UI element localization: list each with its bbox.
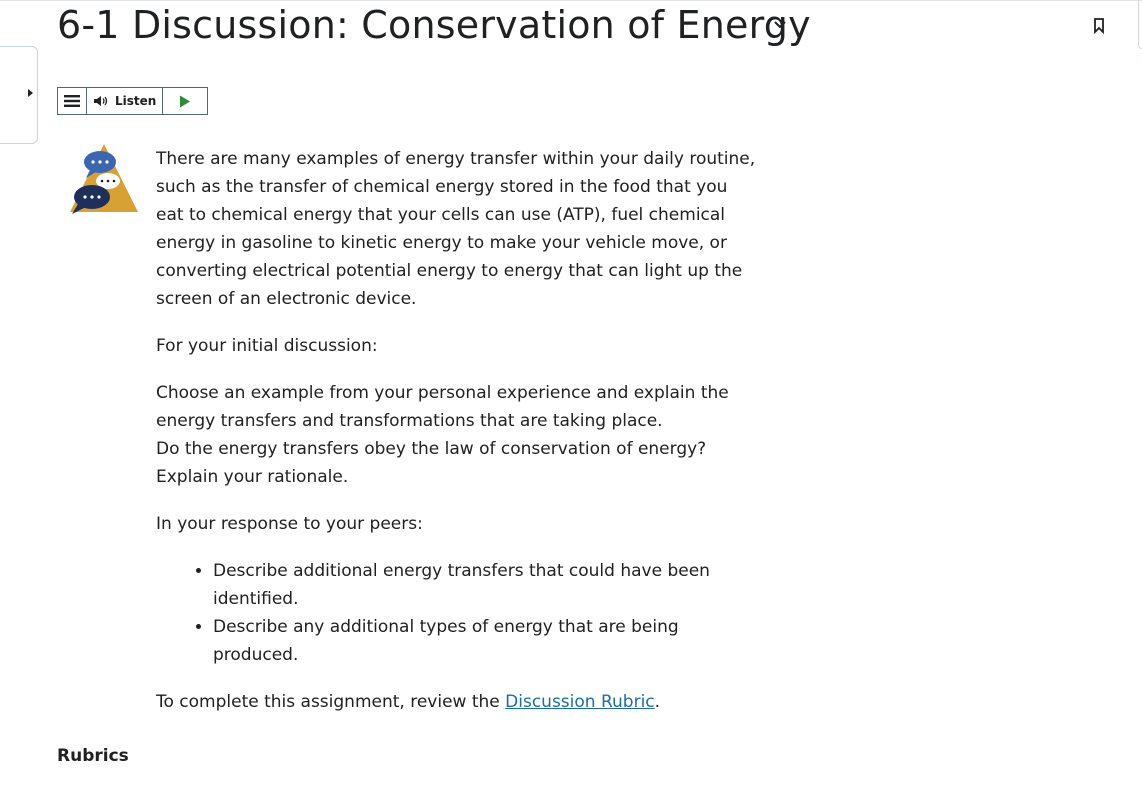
- initial-discussion-heading: For your initial discussion:: [156, 336, 378, 356]
- list-item: • Describe any additional types of energy that are being produced.: [213, 613, 756, 669]
- rubrics-heading: Rubrics: [57, 746, 129, 766]
- completion-instructions: [156, 688, 756, 716]
- chevron-down-icon[interactable]: [772, 19, 788, 31]
- speaker-icon: [93, 95, 111, 107]
- completion-period: .: [654, 692, 661, 712]
- menu-icon: [64, 95, 80, 107]
- listen-button[interactable]: [87, 88, 163, 114]
- discussion-rubric-link[interactable]: Discussion Rubric: [505, 692, 655, 712]
- page-title: 6-1 Discussion: Conservation of Energy: [57, 3, 811, 47]
- play-icon: [179, 95, 191, 108]
- list-item: • Describe additional energy transfers that could have been identified.: [213, 557, 756, 613]
- read-aloud-toolbar: [57, 87, 208, 115]
- initial-discussion-prompt: [156, 379, 756, 491]
- completion-text: To complete this assignment, review the: [156, 692, 506, 712]
- menu-button[interactable]: [58, 88, 87, 114]
- right-panel-edge: [1138, 0, 1142, 49]
- discussion-icon: [68, 142, 140, 218]
- expand-arrow-icon[interactable]: [28, 89, 33, 97]
- peer-response-list: [156, 557, 756, 669]
- top-border: [0, 0, 1142, 1]
- bookmark-icon[interactable]: [1093, 18, 1105, 34]
- play-button[interactable]: [163, 88, 207, 114]
- prompt-line-1: Choose an example from your personal experience and explain the energy transfers and transformations that are taking place.: [156, 383, 729, 431]
- peer-response-heading: In your response to your peers:: [156, 514, 423, 534]
- listen-label: Listen: [115, 94, 157, 108]
- intro-paragraph: There are many examples of energy transfer within your daily routine, such as the transfer of chemical energy stored in the food that you eat to chemical energy that your cells can use (ATP), fuel chemical energy in gasoline to kinetic energy to make your vehicle move, or converting electrical potential energy to energy that can light up the screen of an electronic device.: [156, 149, 756, 309]
- discussion-content: [156, 145, 756, 735]
- prompt-line-2: Do the energy transfers obey the law of conservation of energy? Explain your rationale.: [156, 439, 707, 487]
